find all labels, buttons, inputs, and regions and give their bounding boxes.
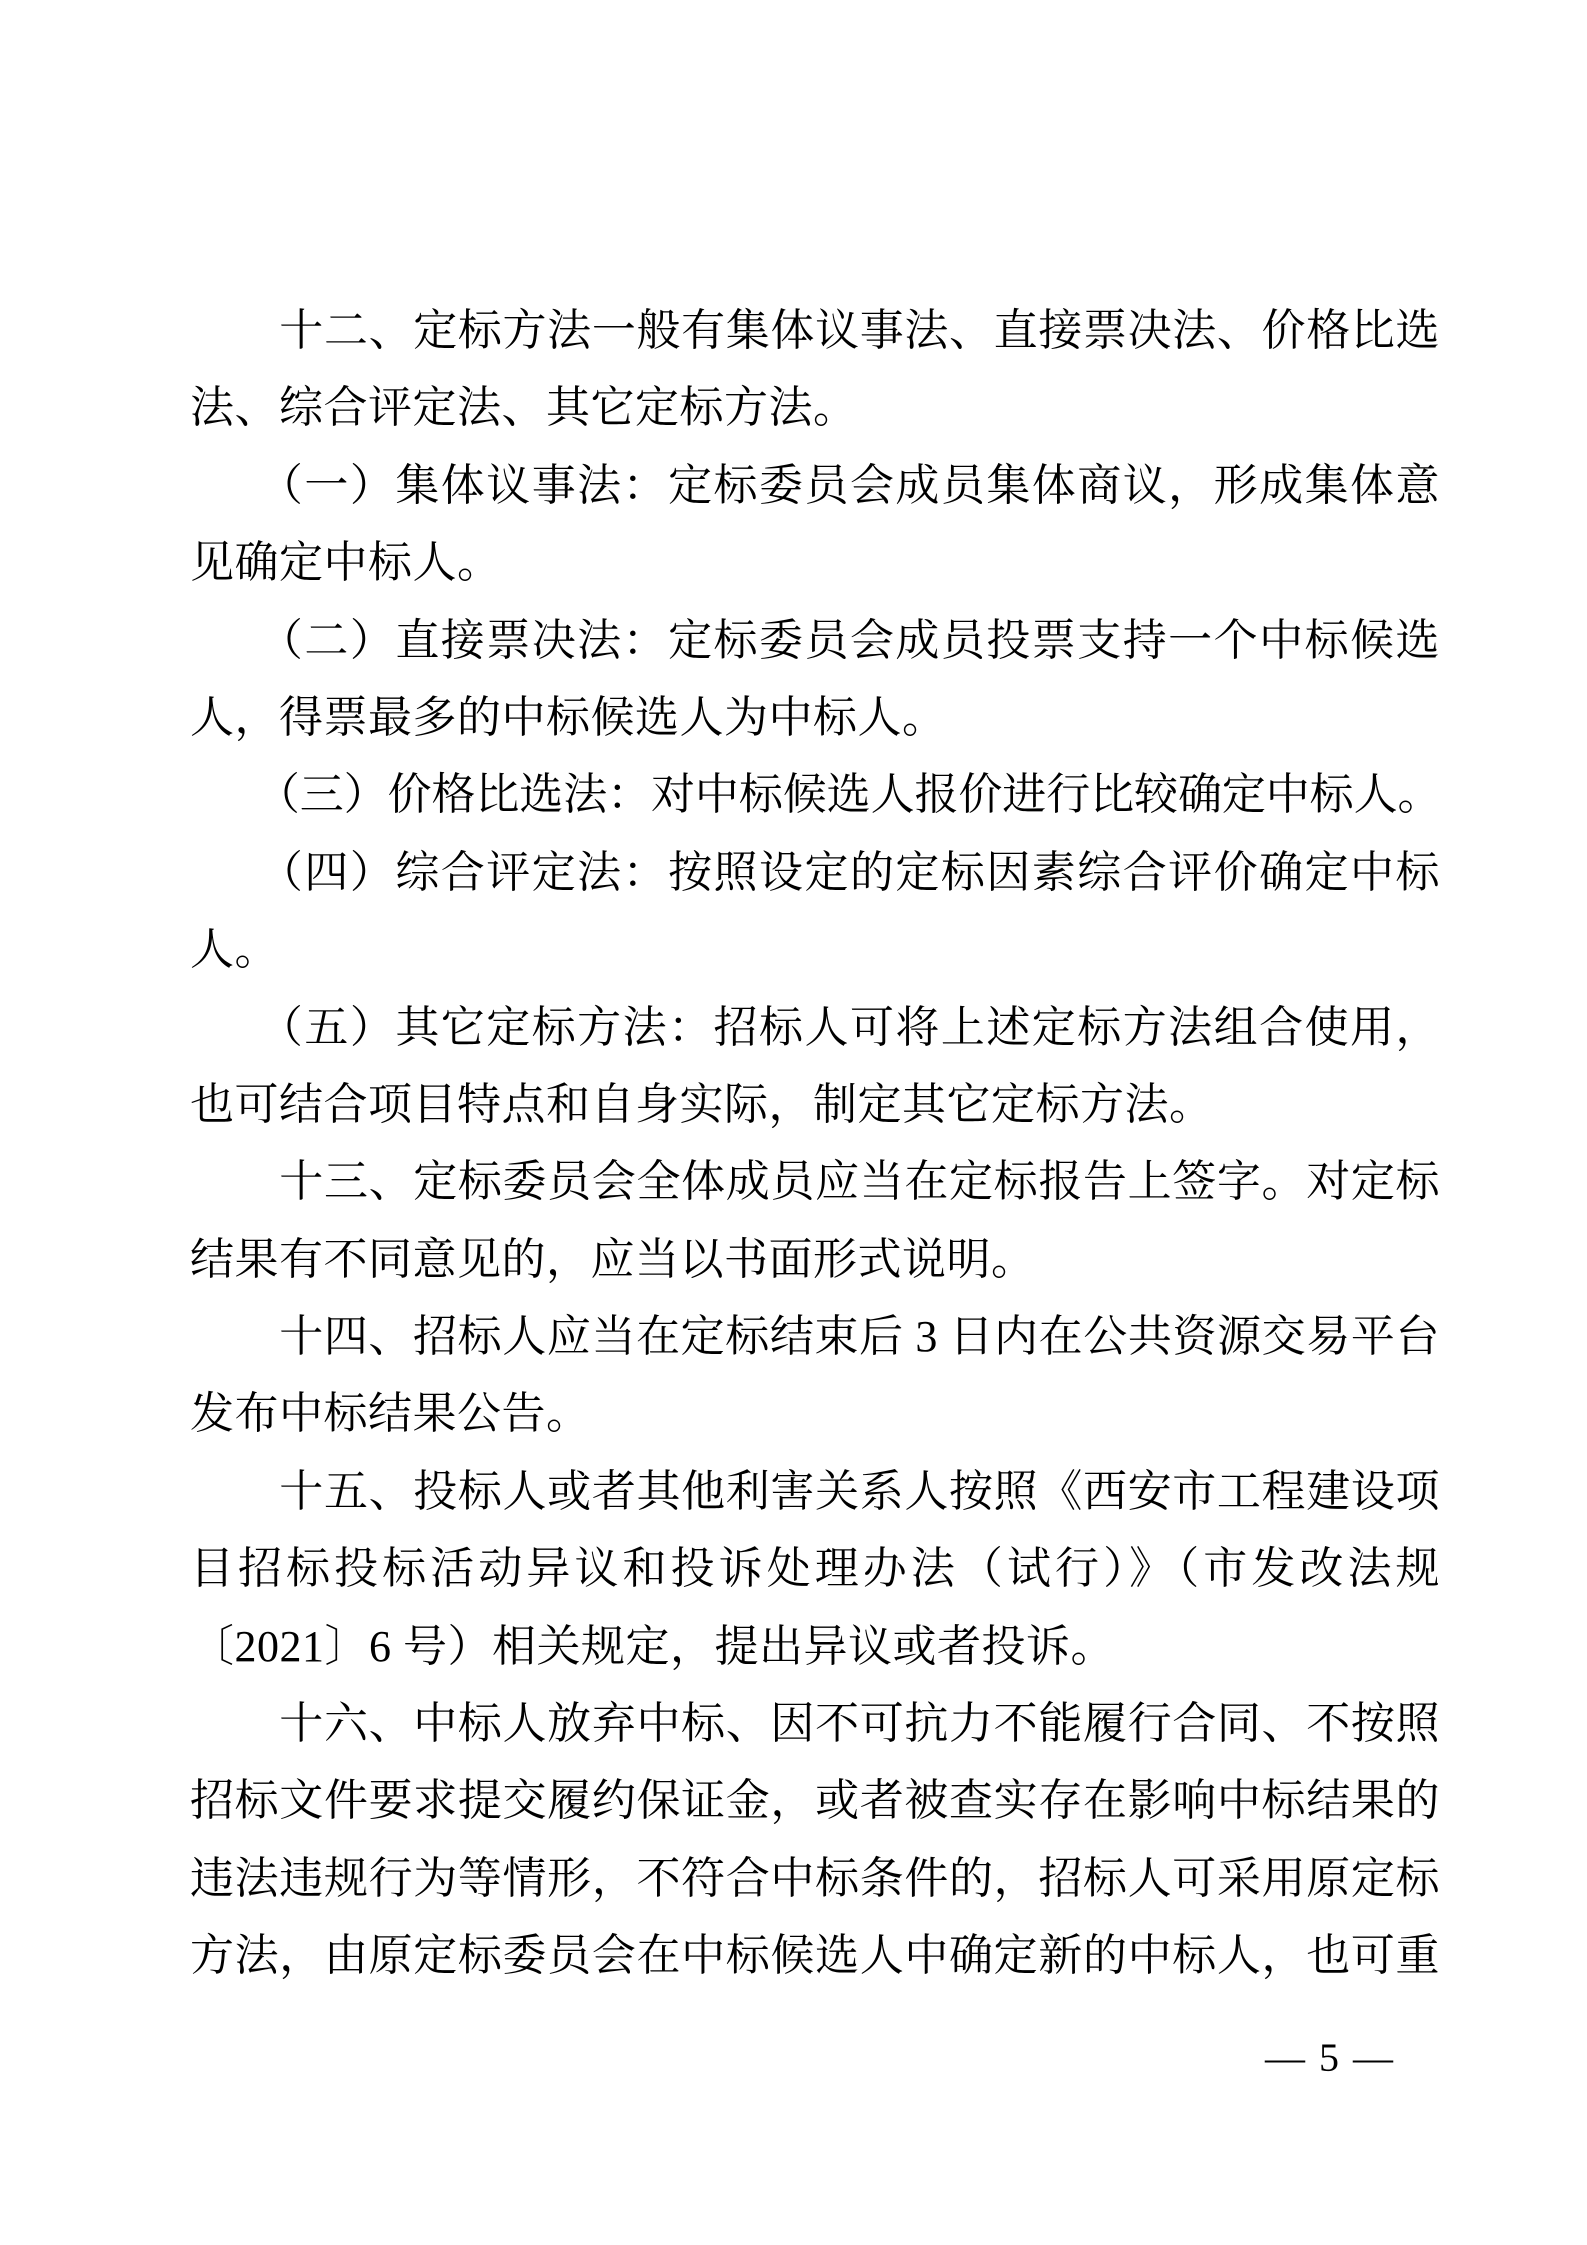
text-line: 十六、中标人放弃中标、因不可抗力不能履行合同、不按照 (190, 1699, 1440, 1749)
text-line: 方法，由原定标委员会在中标候选人中确定新的中标人，也可重 (190, 1931, 1440, 1981)
text-line: （四）综合评定法：按照设定的定标因素综合评价确定中标 (190, 847, 1440, 897)
text-line: （二）直接票决法：定标委员会成员投票支持一个中标候选 (190, 615, 1440, 665)
text-line: （三）价格比选法：对中标候选人报价进行比较确定中标人。 (190, 770, 1440, 820)
text-line: 十二、定标方法一般有集体议事法、直接票决法、价格比选 (190, 306, 1440, 355)
text-line: 结果有不同意见的，应当以书面形式说明。 (190, 1234, 1036, 1284)
text-line: 目招标投标活动异议和投诉处理办法（试行）》（市发改法规 (190, 1544, 1440, 1594)
text-line: 人。 (190, 925, 279, 975)
text-line: 见确定中标人。 (190, 538, 502, 588)
document-body (190, 292, 1440, 1995)
text-line: 也可结合项目特点和自身实际，制定其它定标方法。 (190, 1079, 1214, 1129)
text-line: 法、综合评定法、其它定标方法。 (190, 383, 858, 433)
text-line: （五）其它定标方法：招标人可将上述定标方法组合使用， (190, 1002, 1440, 1052)
text-line: 发布中标结果公告。 (190, 1389, 591, 1439)
text-line: （一）集体议事法：定标委员会成员集体商议，形成集体意 (190, 460, 1440, 510)
text-line: 〔2021〕6 号）相关规定，提出异议或者投诉。 (190, 1621, 1115, 1671)
page-number: — 5 — (1265, 2035, 1395, 2080)
text-line: 招标文件要求提交履约保证金，或者被查实存在影响中标结果的 (190, 1776, 1440, 1826)
text-line: 违法违规行为等情形，不符合中标条件的，招标人可采用原定标 (190, 1853, 1440, 1903)
text-line: 十五、投标人或者其他利害关系人按照《西安市工程建设项 (190, 1466, 1440, 1516)
text-line: 十四、招标人应当在定标结束后 3 日内在公共资源交易平台 (190, 1312, 1440, 1362)
text-line: 十三、定标委员会全体成员应当在定标报告上签字。对定标 (190, 1157, 1440, 1207)
text-line: 人，得票最多的中标候选人为中标人。 (190, 692, 947, 742)
